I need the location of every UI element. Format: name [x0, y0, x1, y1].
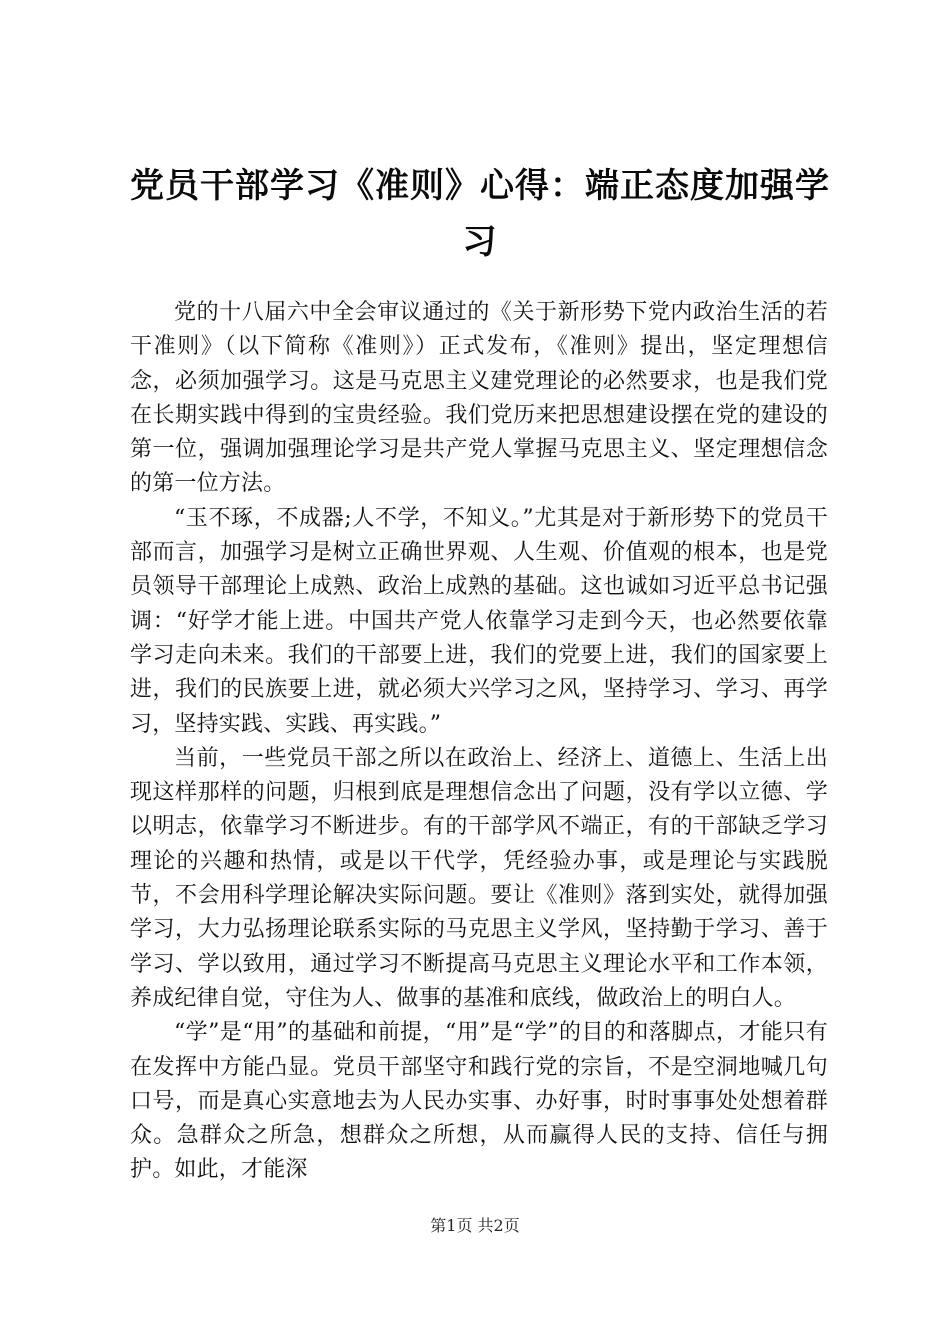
- paragraph-3: 当前，一些党员干部之所以在政治上、经济上、道德上、生活上出现这样那样的问题，归根到底是理想信念出了问题，没有学以立德、学以明志，依靠学习不断进步。有的干部学风不端正，有的干部缺乏学习理论的兴趣和热情，或是以干代学，凭经验办事，或是理论与实践脱节，不会用科学理论解决实际问题。要让《准则》落到实处，就得加强学习，大力弘扬理论联系实际的马克思主义学风，坚持勤于学习、善于学习、学以致用，通过学习不断提高马克思主义理论水平和工作本领，养成纪律自觉，守住为人、做事的基准和底线，做政治上的明白人。: [130, 745, 828, 1011]
- document-title: 党员干部学习《准则》心得：端正态度加强学习: [130, 166, 830, 262]
- paragraph-1: 党的十八届六中全会审议通过的《关于新形势下党内政治生活的若干准则》（以下简称《准则》）正式发布，《准则》提出，坚定理想信念，必须加强学习。这是马克思主义建党理论的必然要求，也是我们党在长期实践中得到的宝贵经验。我们党历来把思想建设摆在党的建设的第一位，强调加强理论学习是共产党人掌握马克思主义、坚定理想信念的第一位方法。: [130, 300, 828, 497]
- paragraph-2: “玉不琢，不成器;人不学，不知义。”尤其是对于新形势下的党员干部而言，加强学习是树立正确世界观、人生观、价值观的根本，也是党员领导干部理论上成熟、政治上成熟的基础。这也诚如习近平总书记强调：“好学才能上进。中国共产党人依靠学习走到今天，也必然要依靠学习走向未来。我们的干部要上进，我们的党要上进，我们的国家要上进，我们的民族要上进，就必须大兴学习之风，坚持学习、学习、再学习，坚持实践、实践、再实践。”: [130, 505, 828, 737]
- paragraph-4: “学”是“用”的基础和前提，“用”是“学”的目的和落脚点，才能只有在发挥中方能凸显。党员干部坚守和践行党的宗旨，不是空洞地喊几句口号，而是真心实意地去为人民办实事、办好事，时时事事处处想着群众。急群众之所急，想群众之所想，从而赢得人民的支持、信任与拥护。如此，才能深: [130, 1020, 828, 1183]
- document-body: [130, 296, 828, 1188]
- page-footer: 第1页 共2页: [430, 1216, 520, 1235]
